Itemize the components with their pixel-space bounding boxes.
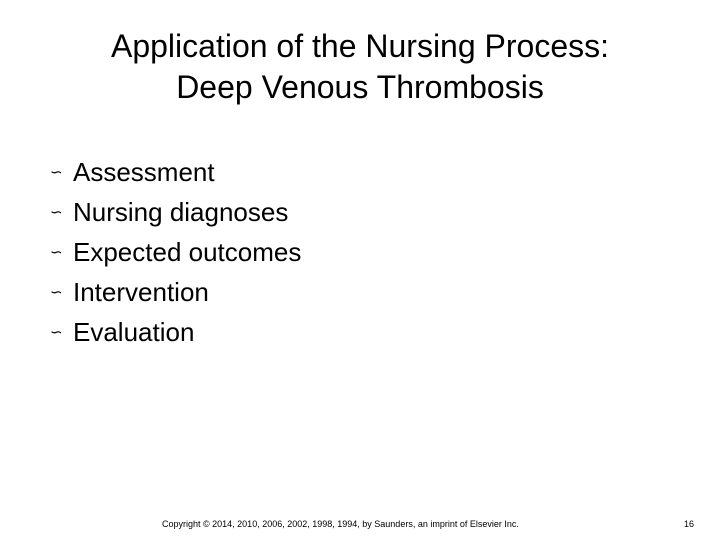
- bullet-item-expected-outcomes: [50, 232, 301, 272]
- bullet-list: [50, 152, 301, 352]
- wave-bullet-icon: ∽: [50, 283, 63, 301]
- bullet-text: Nursing diagnoses: [73, 196, 289, 227]
- slide-title: [40, 26, 680, 108]
- copyright-footer: Copyright © 2014, 2010, 2006, 2002, 1998, 1994, by Saunders, an imprint of Elsevier Inc.: [162, 519, 519, 529]
- title-line-2: Deep Venous Thrombosis: [176, 69, 544, 105]
- page-number: 16: [684, 519, 695, 529]
- wave-bullet-icon: ∽: [50, 203, 63, 221]
- bullet-item-intervention: [50, 272, 301, 312]
- wave-bullet-icon: ∽: [50, 323, 63, 341]
- bullet-item-nursing-diagnoses: [50, 192, 301, 232]
- bullet-text: Evaluation: [73, 316, 195, 347]
- bullet-text: Assessment: [73, 156, 215, 187]
- bullet-text: Intervention: [73, 276, 209, 307]
- wave-bullet-icon: ∽: [50, 163, 63, 181]
- bullet-item-evaluation: [50, 312, 301, 352]
- bullet-item-assessment: [50, 152, 301, 192]
- bullet-text: Expected outcomes: [73, 236, 302, 267]
- title-line-1: Application of the Nursing Process:: [110, 28, 610, 64]
- wave-bullet-icon: ∽: [50, 243, 63, 261]
